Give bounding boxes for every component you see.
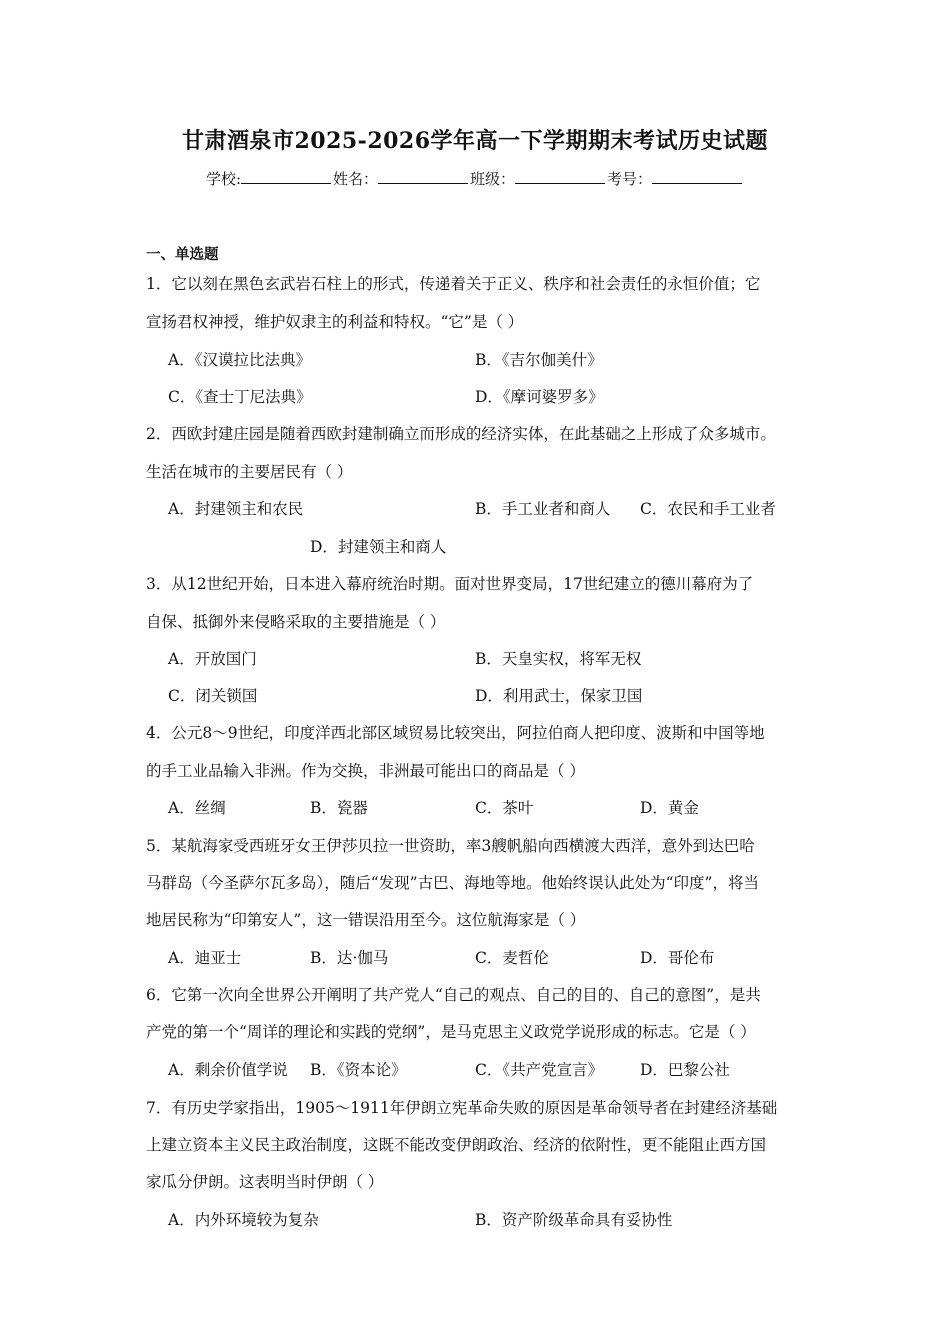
question-5-line-1: 5．某航海家受西班牙女王伊莎贝拉一世资助，率3艘帆船向西横渡大西洋，意外到达巴哈 [146, 837, 755, 855]
question-6-line-1: 6．它第一次向全世界公开阐明了共产党人“自己的观点、自己的目的、自己的意图”，是共 [146, 986, 761, 1004]
question-1-option-a[interactable]: A．《汉谟拉比法典》 [168, 351, 311, 369]
question-7-option-a[interactable]: A．内外环境较为复杂 [168, 1211, 319, 1229]
class-blank[interactable] [515, 169, 605, 184]
question-2-option-b[interactable]: B．手工业者和商人 [475, 500, 611, 518]
question-7-line-1: 7．有历史学家指出，1905～1911年伊朗立宪革命失败的原因是革命领导者在封建经济基础 [146, 1099, 778, 1117]
question-1-option-b[interactable]: B．《吉尔伽美什》 [475, 351, 603, 369]
question-1-option-d[interactable]: D．《摩诃婆罗多》 [475, 388, 604, 406]
question-2-option-d[interactable]: D．封建领主和商人 [310, 538, 447, 556]
name-blank[interactable] [378, 169, 468, 184]
question-1-line-1: 1．它以刻在黑色玄武岩石柱上的形式，传递着关于正义、秩序和社会责任的永恒价值；它 [146, 275, 761, 293]
question-3-option-a[interactable]: A．开放国门 [168, 650, 257, 668]
question-2-option-c[interactable]: C．农民和手工业者 [640, 500, 776, 518]
school-blank[interactable] [241, 169, 331, 184]
question-2-line-1: 2．西欧封建庄园是随着西欧封建制确立而形成的经济实体，在此基础之上形成了众多城市。 [146, 425, 776, 443]
question-3-line-1: 3．从12世纪开始，日本进入幕府统治时期。面对世界变局，17世纪建立的德川幕府为了 [146, 575, 754, 593]
exam-number-label: 考号： [607, 170, 653, 188]
question-6-option-b[interactable]: B．《资本论》 [310, 1061, 407, 1079]
question-2-line-2: 生活在城市的主要居民有（ ） [146, 463, 353, 481]
question-5-option-d[interactable]: D．哥伦布 [640, 949, 715, 967]
question-6-option-c[interactable]: C．《共产党宣言》 [475, 1061, 604, 1079]
name-label: 姓名： [333, 170, 379, 188]
question-5-line-2: 马群岛（今圣萨尔瓦多岛），随后“发现”古巴、海地等地。他始终误认此处为“印度”，将当 [146, 874, 759, 892]
question-4-option-b[interactable]: B．瓷器 [310, 799, 368, 817]
section-title: 一、单选题 [146, 246, 219, 263]
question-4-option-c[interactable]: C．茶叶 [475, 799, 534, 817]
question-5-line-3: 地居民称为“印第安人”，这一错误沿用至今。这位航海家是（ ） [146, 911, 586, 929]
question-1-option-c[interactable]: C．《查士丁尼法典》 [168, 388, 312, 406]
question-7-line-3: 家瓜分伊朗。这表明当时伊朗（ ） [146, 1173, 384, 1191]
question-7-option-b[interactable]: B．资产阶级革命具有妥协性 [475, 1211, 673, 1229]
exam-title: 甘肃酒泉市2025-2026学年高一下学期期末考试历史试题 [181, 128, 769, 154]
question-1-line-2: 宣扬君权神授，维护奴隶主的利益和特权。“它”是（ ） [146, 313, 524, 331]
question-3-option-b[interactable]: B．天皇实权，将军无权 [475, 650, 642, 668]
question-4-line-2: 的手工业品输入非洲。作为交换，非洲最可能出口的商品是（ ） [146, 762, 585, 780]
school-label: 学校: [205, 170, 241, 188]
question-3-line-2: 自保、抵御外来侵略采取的主要措施是（ ） [146, 613, 446, 631]
question-5-option-c[interactable]: C．麦哲伦 [475, 949, 549, 967]
question-6-option-d[interactable]: D．巴黎公社 [640, 1061, 730, 1079]
question-4-option-a[interactable]: A．丝绸 [168, 799, 226, 817]
question-7-line-2: 上建立资本主义民主政治制度，这既不能改变伊朗政治、经济的依附性，更不能阻止西方国 [146, 1136, 767, 1154]
class-label: 班级： [470, 170, 516, 188]
question-6-option-a[interactable]: A．剩余价值学说 [168, 1061, 288, 1079]
question-5-option-b[interactable]: B．达·伽马 [310, 949, 389, 967]
question-5-option-a[interactable]: A．迪亚士 [168, 949, 242, 967]
question-4-line-1: 4．公元8～9世纪，印度洋西北部区域贸易比较突出，阿拉伯商人把印度、波斯和中国等地 [146, 724, 765, 742]
question-3-option-c[interactable]: C．闭关锁国 [168, 687, 258, 705]
exam-number-blank[interactable] [652, 169, 742, 184]
question-3-option-d[interactable]: D．利用武士，保家卫国 [475, 687, 643, 705]
question-2-option-a[interactable]: A．封建领主和农民 [168, 500, 304, 518]
student-info-row [0, 168, 950, 189]
question-4-option-d[interactable]: D．黄金 [640, 799, 699, 817]
question-6-line-2: 产党的第一个“周详的理论和实践的党纲”，是马克思主义政党学说形成的标志。它是（ ） [146, 1023, 756, 1041]
